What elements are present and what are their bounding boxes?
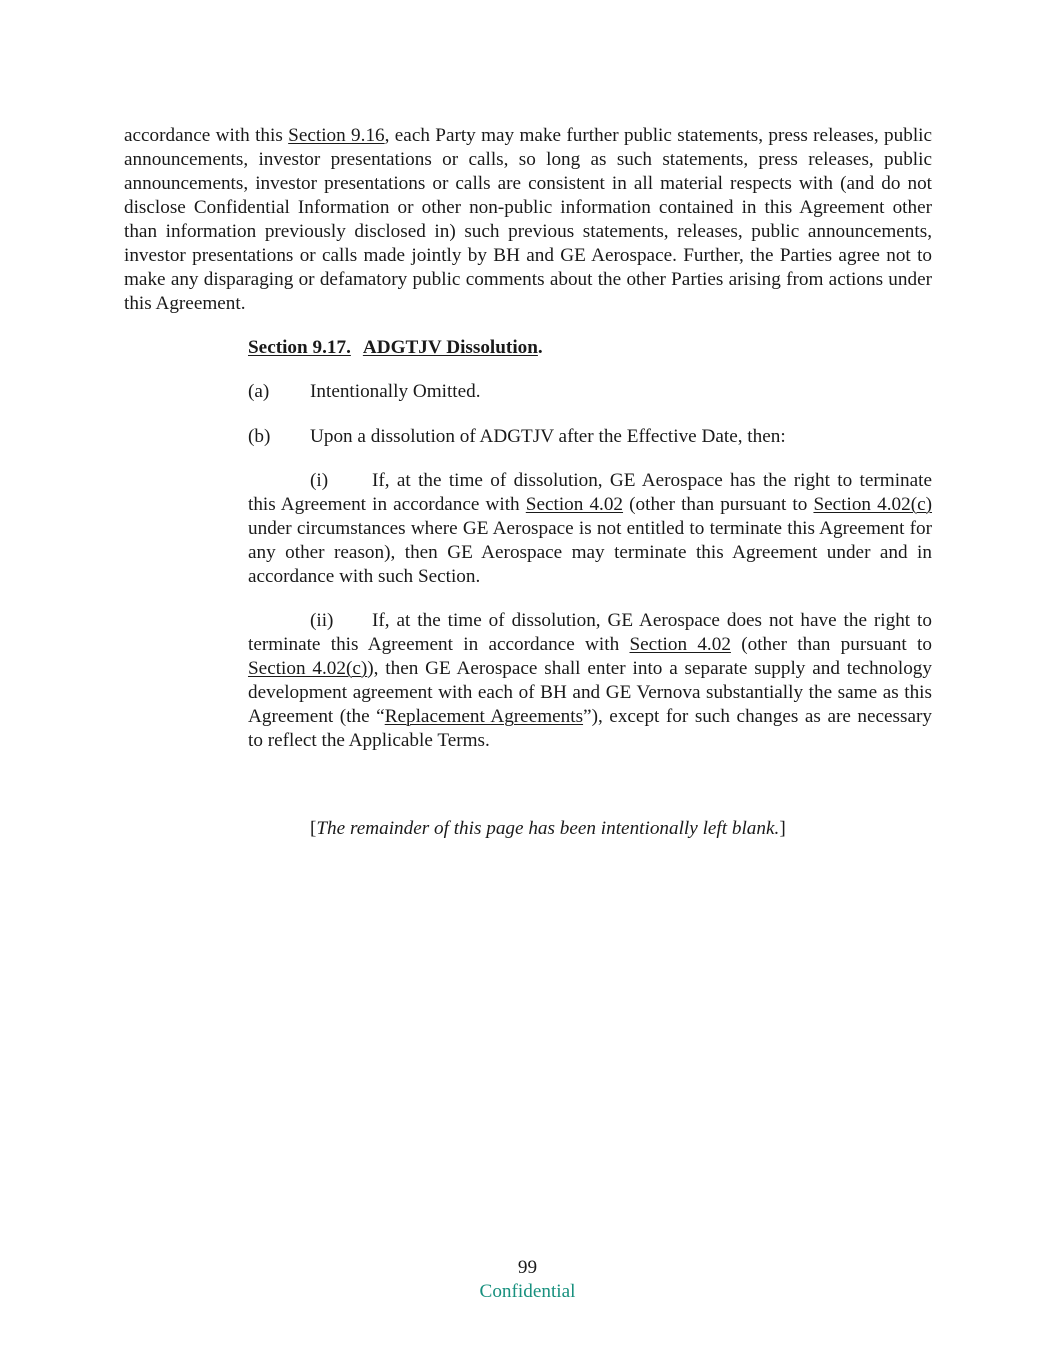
subitem-ii-text-1: If, at the time of dissolution, GE Aerospace does not have the right to terminate this Agreement in accordance with — [248, 610, 932, 655]
item-b — [248, 425, 786, 449]
subitem-ii — [248, 609, 932, 753]
blank-page-note — [310, 817, 786, 841]
section-heading — [248, 336, 543, 360]
bracket-open: [ — [310, 818, 317, 839]
confidential-label: Confidential — [479, 1281, 576, 1302]
item-a-text: Intentionally Omitted. — [310, 381, 481, 402]
subitem-ii-label: (ii) — [310, 610, 334, 631]
subitem-i-text-3: under circumstances where GE Aerospace is not entitled to terminate this Agreement for any other reason), then GE Aerospace may terminate this Agreement under and in accordance with such Section. — [248, 518, 932, 587]
item-b-text: Upon a dissolution of ADGTJV after the Effective Date, then: — [310, 426, 786, 447]
section-title-period: . — [537, 337, 543, 358]
item-b-label: (b) — [248, 426, 271, 447]
subitem-i-text-1: If, at the time of dissolution, GE Aerospace has the right to terminate this Agreement in accordance with — [248, 470, 932, 515]
subitem-i-text-2: (other than pursuant to — [623, 494, 814, 515]
section-number: Section 9.17. — [248, 337, 351, 358]
subitem-i-label: (i) — [310, 470, 329, 491]
intro-text-1: accordance with this — [124, 125, 289, 146]
subitem-ii-text-2: (other than pursuant to — [730, 634, 932, 655]
defined-term-replacement-agreements: Replacement Agreements — [384, 706, 584, 727]
item-a-label: (a) — [248, 381, 270, 402]
subitem-i — [248, 469, 932, 589]
section-ref-4-02: Section 4.02 — [525, 494, 624, 515]
blank-page-text: The remainder of this page has been intentionally left blank. — [316, 818, 780, 839]
intro-paragraph — [124, 124, 932, 316]
section-ref-4-02: Section 4.02 — [629, 634, 731, 655]
page-number: 99 — [517, 1257, 538, 1278]
intro-text-2: , each Party may make further public statements, press releases, public announcements, investor presentations or calls, so long as such statements, press releases, public announcements, investor presentations or calls are consistent in all material respects with (and do not disclose Confidential Information or other non-public information contained in this Agreement other than information previously disclosed in) such previous statements, releases, public announcements, investor presentations or calls made jointly by BH and GE Aerospace. Further, the Parties agree not to make any disparaging or defamatory public comments about the other Parties arising from actions under this Agreement. — [124, 125, 932, 314]
item-a — [248, 380, 481, 404]
section-ref-4-02c: Section 4.02(c) — [813, 494, 932, 515]
section-ref-4-02c: Section 4.02(c) — [248, 658, 368, 679]
bracket-close: ] — [779, 818, 786, 839]
subitem-ii-text-4: ”), except for such changes as are necessary to reflect the Applicable Terms. — [248, 706, 932, 751]
subitem-ii-text-3: ), then GE Aerospace shall enter into a separate supply and technology development agreement with each of BH and GE Vernova substantially the same as this Agreement (the “ — [248, 658, 932, 727]
section-ref-9-16: Section 9.16 — [288, 125, 385, 146]
section-title: ADGTJV Dissolution — [362, 337, 538, 358]
